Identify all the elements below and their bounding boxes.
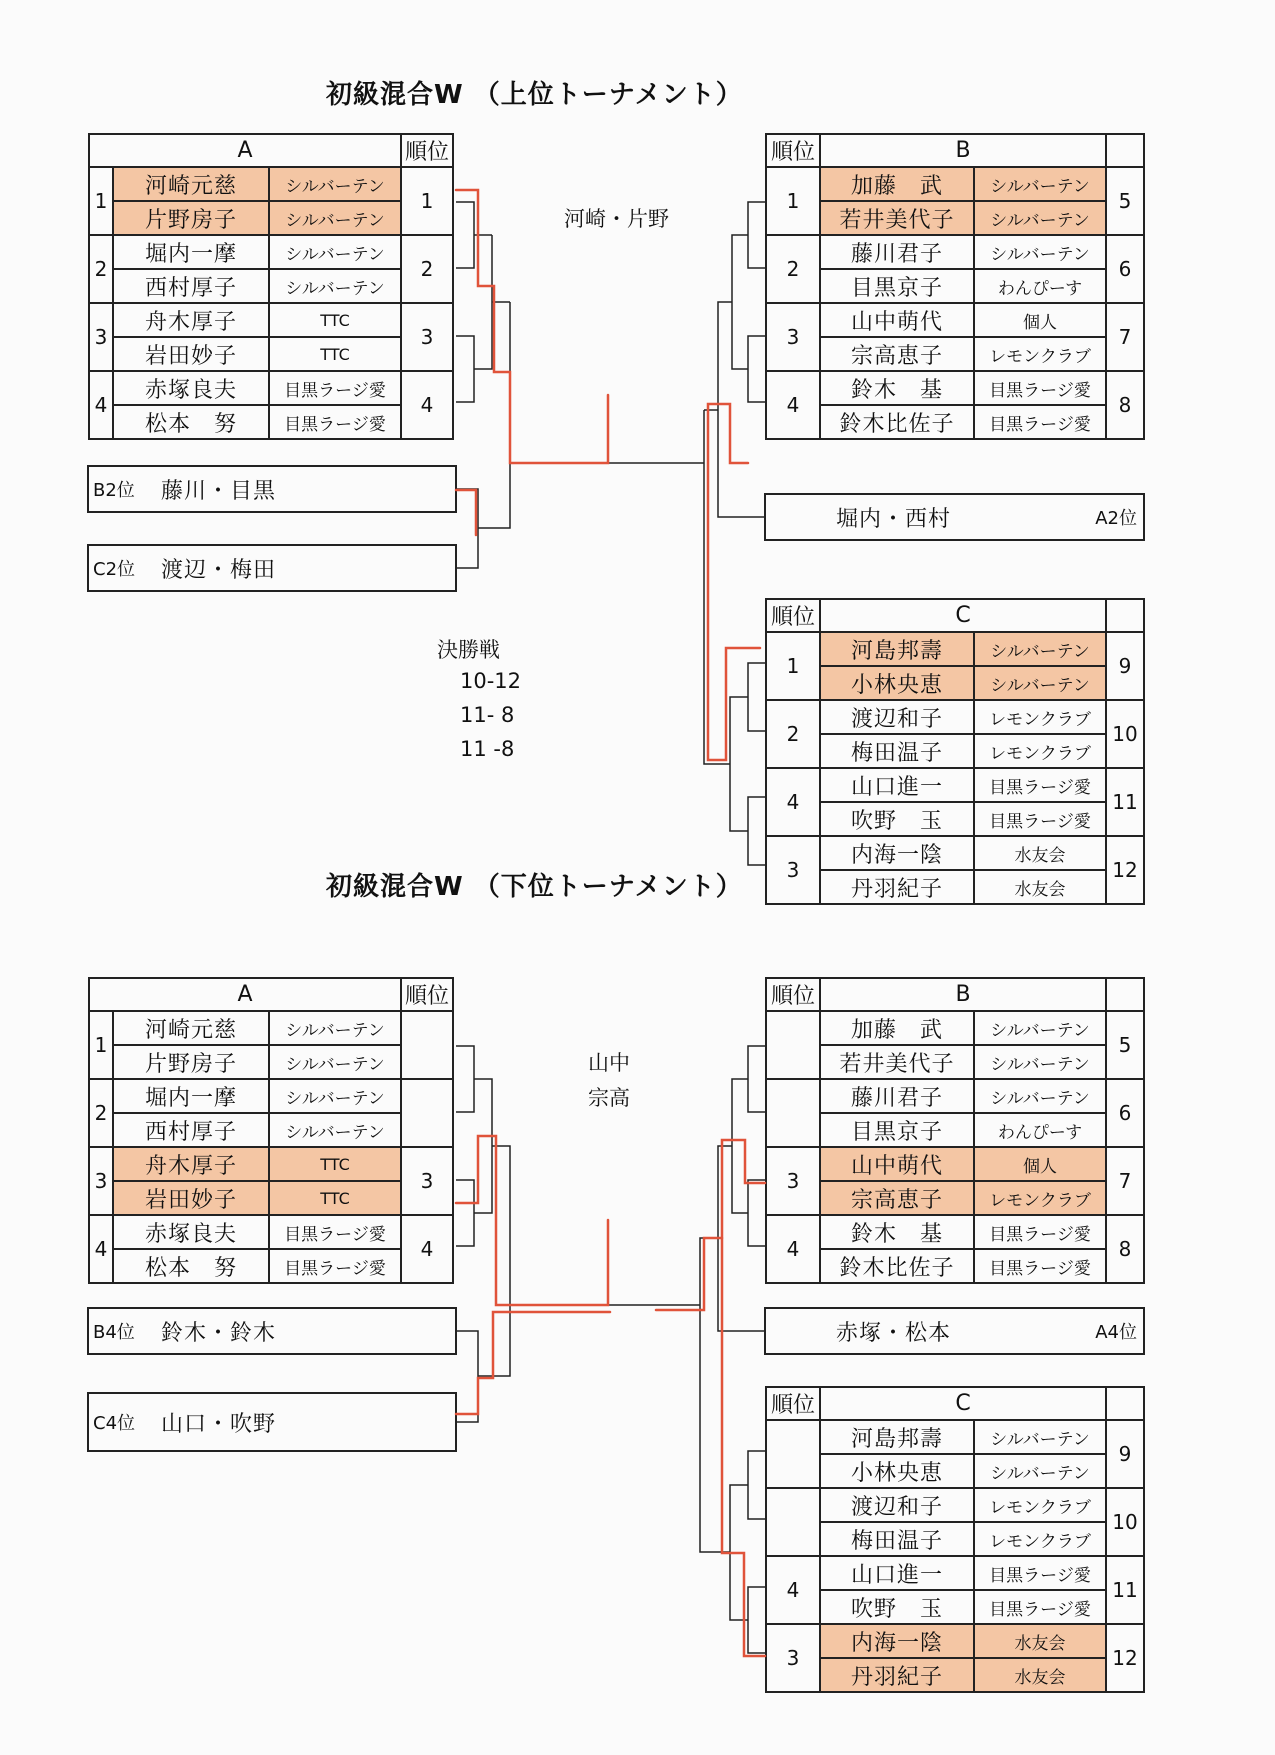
player-name: 渡辺和子 [820,700,974,734]
player-name: 河崎元慈 [113,167,269,201]
rank-value: 4 [766,768,820,836]
rank-value: 3 [401,303,453,371]
rank-value: 4 [766,371,820,439]
player-name: 丹羽紀子 [820,870,974,904]
player-name: 西村厚子 [113,269,269,303]
player-name: 鈴木 基 [820,371,974,405]
rank-value: 4 [401,1215,453,1283]
group-b-header: B [820,134,1106,167]
club-name: 目黒ラージ愛 [974,405,1106,439]
entry-number: 7 [1106,303,1144,371]
group-a-header: A [89,978,401,1011]
club-name: シルバーテン [974,201,1106,235]
entry-number: 3 [89,303,113,371]
club-name: シルバーテン [269,1113,401,1147]
final-label: 決勝戦 [437,638,500,662]
player-name: 鈴木比佐子 [820,405,974,439]
club-name: シルバーテン [974,1420,1106,1454]
player-name: 渡辺和子 [820,1488,974,1522]
player-name: 松本 努 [113,1249,269,1283]
seed-position: B4位 [93,1322,135,1343]
club-name: レモンクラブ [974,700,1106,734]
rank-value: 3 [401,1147,453,1215]
club-name: シルバーテン [269,1011,401,1045]
club-name: レモンクラブ [974,734,1106,768]
club-name: 目黒ラージ愛 [269,1215,401,1249]
club-name: シルバーテン [974,1454,1106,1488]
player-name: 山口進一 [820,1556,974,1590]
final-score: 10-12 [460,669,522,693]
club-name: 目黒ラージ愛 [974,1215,1106,1249]
entry-number: 10 [1106,1488,1144,1556]
club-name: シルバーテン [974,167,1106,201]
upper-title: 初級混合W （上位トーナメント） [326,80,743,110]
final-score: 11 -8 [460,737,515,761]
club-name: シルバーテン [974,1045,1106,1079]
rank-header: 順位 [766,978,820,1011]
club-name: TTC [269,303,401,337]
player-name: 山中萌代 [820,303,974,337]
entry-number: 1 [89,167,113,235]
player-name: 鈴木比佐子 [820,1249,974,1283]
club-name: シルバーテン [269,167,401,201]
upper-winner-label: 河崎・片野 [564,207,669,231]
club-name: シルバーテン [269,1045,401,1079]
rank-value: 3 [766,1624,820,1692]
club-name: シルバーテン [269,269,401,303]
player-name: 若井美代子 [820,1045,974,1079]
club-name: TTC [269,337,401,371]
rank-header: 順位 [766,1387,820,1420]
club-name: わんぴーす [974,269,1106,303]
lower-winner-label: 山中 [588,1051,630,1075]
lower-title: 初級混合W （下位トーナメント） [326,872,743,902]
rank-value: 2 [401,235,453,303]
entry-number: 11 [1106,768,1144,836]
player-name: 宗高恵子 [820,1181,974,1215]
player-name: 河崎元慈 [113,1011,269,1045]
rank-value: 2 [766,235,820,303]
player-name: 堀内一摩 [113,1079,269,1113]
player-name: 西村厚子 [113,1113,269,1147]
player-name: 藤川君子 [820,1079,974,1113]
club-name: シルバーテン [269,1079,401,1113]
player-name: 岩田妙子 [113,337,269,371]
club-name: わんぴーす [974,1113,1106,1147]
player-name: 吹野 玉 [820,802,974,836]
rank-header: 順位 [766,599,820,632]
club-name: 目黒ラージ愛 [974,1249,1106,1283]
entry-number: 12 [1106,836,1144,904]
entry-number: 7 [1106,1147,1144,1215]
entry-number: 4 [89,371,113,439]
player-name: 内海一陰 [820,1624,974,1658]
club-name: 目黒ラージ愛 [974,1590,1106,1624]
final-score: 11- 8 [460,703,515,727]
player-name: 山中萌代 [820,1147,974,1181]
entry-number: 9 [1106,1420,1144,1488]
club-name: 個人 [974,303,1106,337]
entry-number: 4 [89,1215,113,1283]
club-name: 目黒ラージ愛 [269,371,401,405]
rank-value: 2 [766,700,820,768]
player-name: 目黒京子 [820,269,974,303]
club-name: シルバーテン [269,235,401,269]
player-name: 梅田温子 [820,1522,974,1556]
entry-number: 6 [1106,235,1144,303]
club-name: 目黒ラージ愛 [269,1249,401,1283]
club-name: TTC [269,1181,401,1215]
club-name: シルバーテン [974,1011,1106,1045]
seed-position: C2位 [93,559,136,580]
club-name: 目黒ラージ愛 [974,1556,1106,1590]
entry-number: 5 [1106,167,1144,235]
player-name: 目黒京子 [820,1113,974,1147]
seed-pair: 赤塚・松本 [836,1320,952,1346]
player-name: 堀内一摩 [113,235,269,269]
lower-winner-label: 宗高 [588,1086,630,1110]
rank-header: 順位 [401,134,453,167]
entry-number: 9 [1106,632,1144,700]
club-name: シルバーテン [974,1079,1106,1113]
entry-number: 1 [89,1011,113,1079]
player-name: 松本 努 [113,405,269,439]
seed-pair: 堀内・西村 [836,506,952,532]
rank-value: 3 [766,1147,820,1215]
entry-number: 6 [1106,1079,1144,1147]
seed-pair: 鈴木・鈴木 [161,1320,277,1346]
player-name: 加藤 武 [820,167,974,201]
seed-pair: 藤川・目黒 [161,478,277,504]
player-name: 内海一陰 [820,836,974,870]
player-name: 片野房子 [113,1045,269,1079]
club-name: 目黒ラージ愛 [269,405,401,439]
club-name: 水友会 [974,1624,1106,1658]
player-name: 赤塚良夫 [113,371,269,405]
player-name: 舟木厚子 [113,303,269,337]
seed-position: C4位 [93,1413,136,1434]
club-name: 目黒ラージ愛 [974,802,1106,836]
player-name: 山口進一 [820,768,974,802]
club-name: 水友会 [974,836,1106,870]
player-name: 吹野 玉 [820,1590,974,1624]
rank-value: 4 [401,371,453,439]
club-name: 目黒ラージ愛 [974,371,1106,405]
player-name: 小林央恵 [820,1454,974,1488]
rank-header: 順位 [766,134,820,167]
player-name: 河島邦壽 [820,632,974,666]
rank-value: 3 [766,303,820,371]
rank-value: 3 [766,836,820,904]
entry-number: 2 [89,235,113,303]
seed-pair: 山口・吹野 [161,1411,277,1437]
rank-value: 4 [766,1215,820,1283]
player-name: 丹羽紀子 [820,1658,974,1692]
club-name: シルバーテン [974,632,1106,666]
entry-number: 3 [89,1147,113,1215]
entry-number: 12 [1106,1624,1144,1692]
rank-value: 1 [766,167,820,235]
club-name: シルバーテン [269,201,401,235]
player-name: 片野房子 [113,201,269,235]
club-name: TTC [269,1147,401,1181]
seed-pair: 渡辺・梅田 [161,557,277,583]
rank-value: 1 [401,167,453,235]
club-name: レモンクラブ [974,1488,1106,1522]
club-name: 目黒ラージ愛 [974,768,1106,802]
group-c-header: C [820,1387,1106,1420]
player-name: 鈴木 基 [820,1215,974,1249]
rank-value: 1 [766,632,820,700]
seed-position: A4位 [1095,1322,1137,1343]
player-name: 若井美代子 [820,201,974,235]
seed-position: A2位 [1095,508,1137,529]
club-name: 水友会 [974,870,1106,904]
seed-position: B2位 [93,480,135,501]
club-name: レモンクラブ [974,337,1106,371]
club-name: 個人 [974,1147,1106,1181]
player-name: 赤塚良夫 [113,1215,269,1249]
rank-value: 4 [766,1556,820,1624]
entry-number: 5 [1106,1011,1144,1079]
group-b-header: B [820,978,1106,1011]
group-a-header: A [89,134,401,167]
player-name: 梅田温子 [820,734,974,768]
club-name: シルバーテン [974,235,1106,269]
entry-number: 10 [1106,700,1144,768]
player-name: 小林央恵 [820,666,974,700]
club-name: 水友会 [974,1658,1106,1692]
player-name: 岩田妙子 [113,1181,269,1215]
player-name: 加藤 武 [820,1011,974,1045]
group-c-header: C [820,599,1106,632]
player-name: 舟木厚子 [113,1147,269,1181]
club-name: レモンクラブ [974,1181,1106,1215]
player-name: 藤川君子 [820,235,974,269]
entry-number: 8 [1106,371,1144,439]
entry-number: 8 [1106,1215,1144,1283]
player-name: 河島邦壽 [820,1420,974,1454]
rank-header: 順位 [401,978,453,1011]
entry-number: 11 [1106,1556,1144,1624]
player-name: 宗高恵子 [820,337,974,371]
entry-number: 2 [89,1079,113,1147]
club-name: レモンクラブ [974,1522,1106,1556]
club-name: シルバーテン [974,666,1106,700]
